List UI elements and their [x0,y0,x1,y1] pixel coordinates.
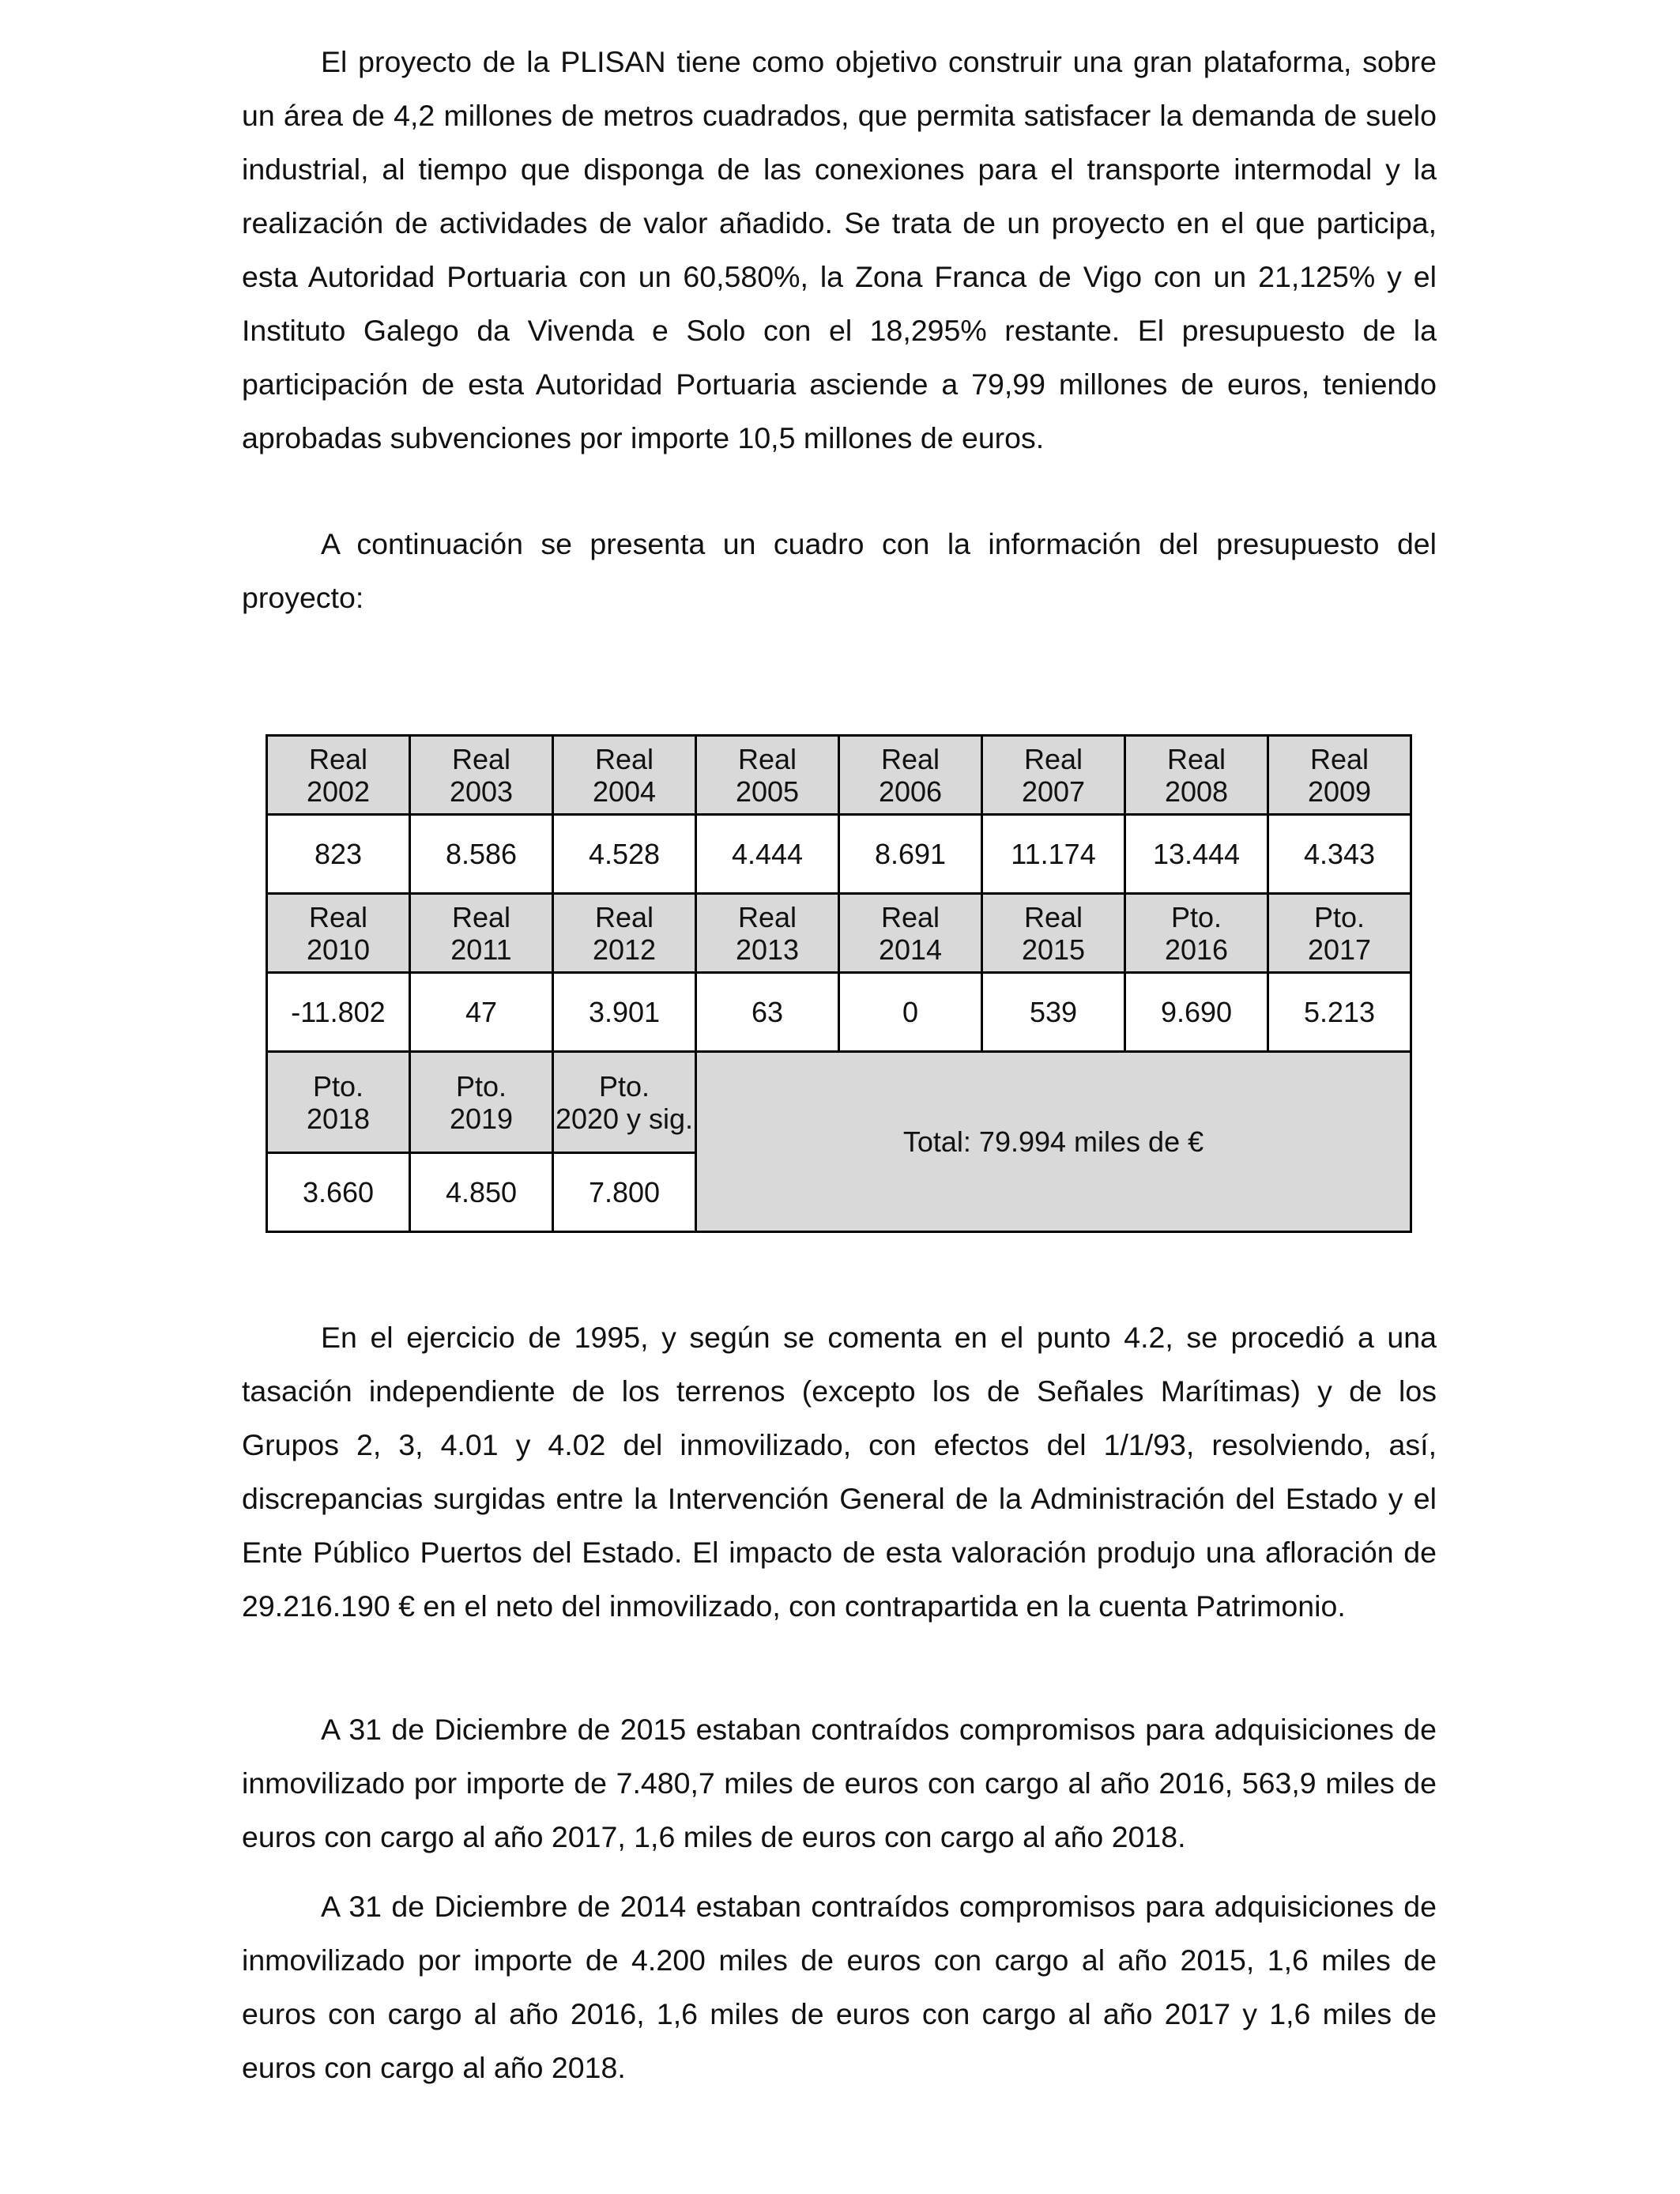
table-value-cell: 0 [839,973,982,1052]
table-row [267,736,1411,815]
paragraph-commitments-2015: A 31 de Diciembre de 2015 estaban contraídos compromisos para adquisiciones de inmovilizado por importe de 7.480,7 miles de euros con cargo al año 2016, 563,9 miles de euros con cargo al año 2017, 1,6 miles de euros con cargo al año 2018. [242,1713,1437,1853]
table-header-cell: Pto. 2019 [410,1052,553,1153]
paragraph-table-intro: A continuación se presenta un cuadro con la información del presupuesto del proyecto: [242,527,1437,614]
paragraph-plisan-project: El proyecto de la PLISAN tiene como objetivo construir una gran plataforma, sobre un área de 4,2 millones de metros cuadrados, que permita satisfacer la demanda de suelo industrial, al tiempo que disponga de las conexiones para el transporte intermodal y la realización de actividades de valor añadido. Se trata de un proyecto en el que participa, esta Autoridad Portuaria con un 60,580%, la Zona Franca de Vigo con un 21,125% y el Instituto Galego da Vivenda e Solo con el 18,295% restante. El presupuesto de la participación de esta Autoridad Portuaria asciende a 79,99 millones de euros, teniendo aprobadas subvenciones por importe 10,5 millones de euros. [242,45,1437,454]
table-total-cell: Total: 79.994 miles de € [696,1052,1411,1232]
table-header-cell: Real 2006 [839,736,982,815]
table-header-cell: Real 2013 [696,894,839,973]
table-header-cell: Real 2008 [1125,736,1268,815]
table-value-cell: 4.444 [696,815,839,894]
table-value-cell: 4.343 [1268,815,1411,894]
table-header-cell: Pto. 2020 y sig. [553,1052,696,1153]
table-row [267,894,1411,973]
budget-table [266,734,1412,1233]
table-value-cell: 63 [696,973,839,1052]
table-header-cell: Real 2010 [267,894,410,973]
table-header-cell: Real 2012 [553,894,696,973]
table-value-cell: 4.528 [553,815,696,894]
table-header-cell: Real 2002 [267,736,410,815]
table-row [267,1052,1411,1153]
table-value-cell: 539 [982,973,1125,1052]
table-value-cell: 9.690 [1125,973,1268,1052]
table-value-cell: 4.850 [410,1153,553,1232]
paragraph-valuation-1995: En el ejercicio de 1995, y según se comenta en el punto 4.2, se procedió a una tasación independiente de los terrenos (excepto los de Señales Marítimas) y de los Grupos 2, 3, 4.01 y 4.02 del inmovilizado, con efectos del 1/1/93, resolviendo, así, discrepancias surgidas entre la Intervención General de la Administración del Estado y el Ente Público Puertos del Estado. El impacto de esta valoración produjo una afloración de 29.216.190 € en el neto del inmovilizado, con contrapartida en la cuenta Patrimonio. [242,1321,1437,1623]
table-value-cell: 3.901 [553,973,696,1052]
table-header-cell: Real 2003 [410,736,553,815]
table-header-cell: Pto. 2016 [1125,894,1268,973]
table-value-cell: 823 [267,815,410,894]
table-header-cell: Real 2011 [410,894,553,973]
table-header-cell: Real 2004 [553,736,696,815]
table-header-cell: Real 2014 [839,894,982,973]
table-row [267,815,1411,894]
table-header-cell: Real 2005 [696,736,839,815]
table-header-cell: Pto. 2017 [1268,894,1411,973]
table-value-cell: 47 [410,973,553,1052]
table-value-cell: 8.586 [410,815,553,894]
table-value-cell: 3.660 [267,1153,410,1232]
table-value-cell: 13.444 [1125,815,1268,894]
table-value-cell: 8.691 [839,815,982,894]
table-header-cell: Pto. 2018 [267,1052,410,1153]
table-header-cell: Real 2007 [982,736,1125,815]
paragraph-commitments-2014: A 31 de Diciembre de 2014 estaban contraídos compromisos para adquisiciones de inmovilizado por importe de 4.200 miles de euros con cargo al año 2015, 1,6 miles de euros con cargo al año 2016, 1,6 miles de euros con cargo al año 2017 y 1,6 miles de euros con cargo al año 2018. [242,1890,1437,2084]
table-row [267,973,1411,1052]
table-value-cell: -11.802 [267,973,410,1052]
table-header-cell: Real 2009 [1268,736,1411,815]
table-header-cell: Real 2015 [982,894,1125,973]
table-value-cell: 7.800 [553,1153,696,1232]
table-value-cell: 11.174 [982,815,1125,894]
table-value-cell: 5.213 [1268,973,1411,1052]
